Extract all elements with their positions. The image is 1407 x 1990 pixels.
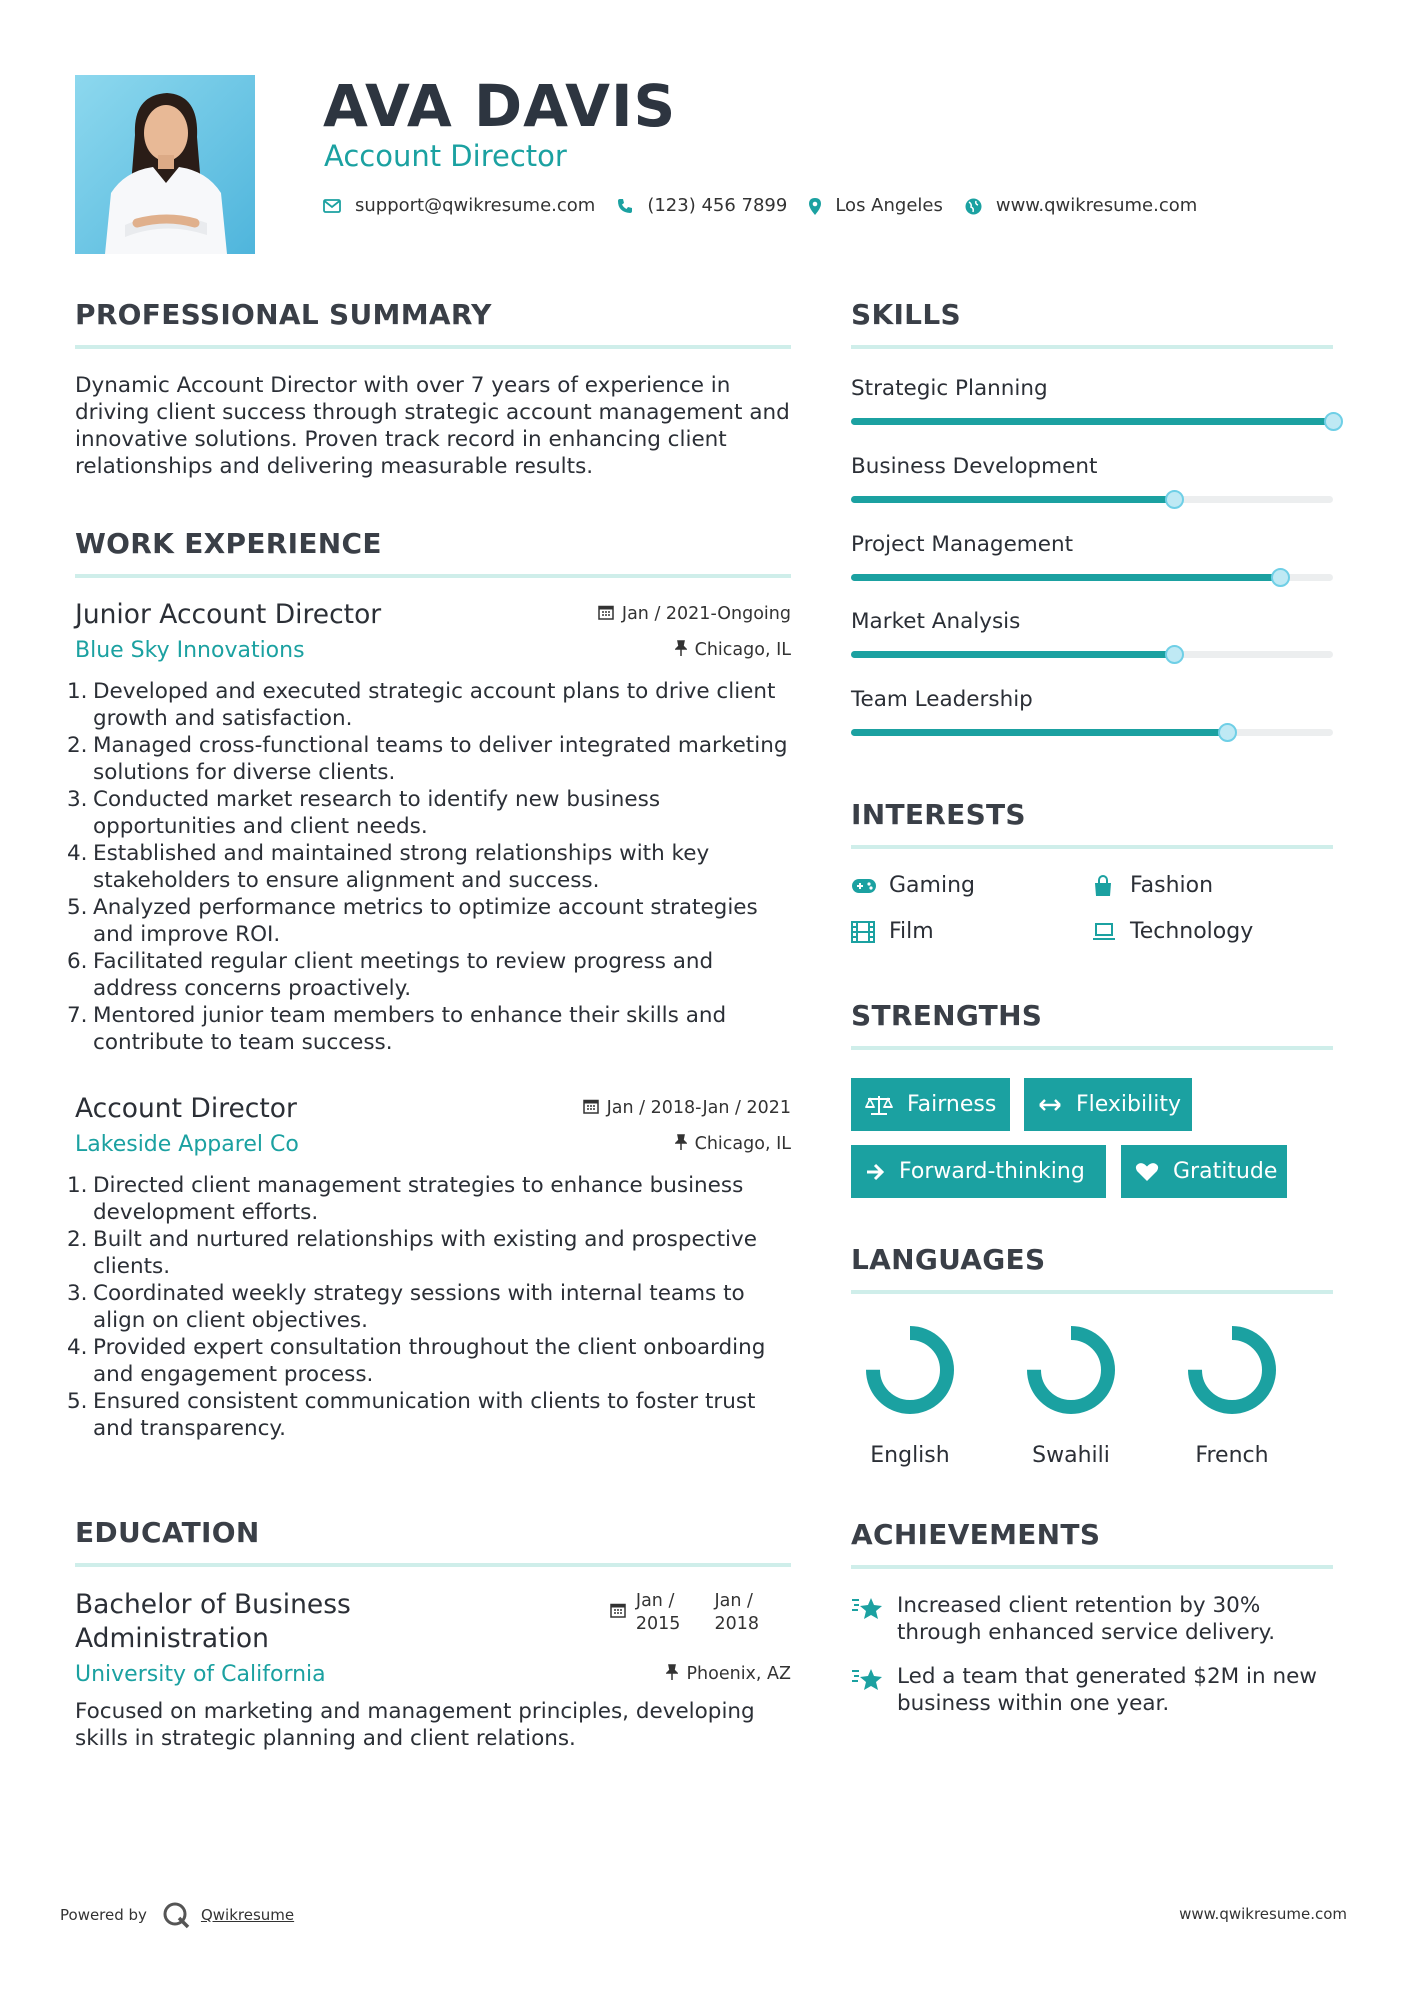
footer-powered-by — [60, 1900, 294, 1930]
job-entry — [67, 598, 791, 1056]
degree-line-2: Administration — [75, 1623, 269, 1654]
start-month: Jan / — [635, 1591, 675, 1611]
list-item: 2. Managed cross-functional teams to deliver integrated marketing solutions for diverse clients. — [67, 733, 788, 785]
start-year: 2015 — [635, 1614, 681, 1634]
language-ring — [1184, 1322, 1280, 1418]
list-item: 3. Conducted market research to identify new business opportunities and client needs. — [67, 787, 661, 839]
achievements-divider — [851, 1565, 1333, 1569]
skills-heading: SKILLS — [851, 298, 961, 331]
skill-item — [851, 375, 1333, 435]
education-description: Focused on marketing and management principles, developing skills in strategic planning and client relations. — [75, 1699, 755, 1751]
job-entry — [67, 1092, 791, 1442]
contact-phone: (123) 456 7899 — [647, 195, 788, 216]
interest-label: Fashion — [1130, 873, 1214, 898]
contact-email[interactable]: support@qwikresume.com — [355, 195, 596, 216]
list-item: 5. Analyzed performance metrics to optimize account strategies and improve ROI. — [67, 895, 758, 947]
skill-bar — [851, 574, 1333, 581]
strengths-heading: STRENGTHS — [851, 999, 1043, 1032]
skill-knob — [1218, 723, 1237, 742]
language-ring — [862, 1322, 958, 1418]
pin-icon — [675, 640, 687, 660]
skill-fill — [851, 574, 1280, 581]
laptop-icon — [1092, 923, 1130, 941]
candidate-title: Account Director — [324, 139, 567, 173]
skill-name: Strategic Planning — [851, 376, 1048, 401]
calendar-icon — [583, 1098, 599, 1118]
strength-badge — [1024, 1078, 1192, 1131]
interest-label: Gaming — [889, 873, 975, 898]
education-dates — [610, 1590, 759, 1636]
footer-website[interactable]: www.qwikresume.com — [1179, 1905, 1347, 1923]
film-icon — [851, 921, 889, 943]
brand-link[interactable]: Qwikresume — [200, 1906, 295, 1924]
list-item: 5. Ensured consistent communication with clients to foster trust and transparency. — [67, 1389, 756, 1441]
interests-divider — [851, 845, 1333, 849]
qwikresume-logo-icon — [161, 1900, 191, 1930]
education-location — [666, 1664, 791, 1684]
strength-badge — [851, 1078, 1010, 1131]
experience-divider — [75, 574, 791, 578]
skill-bar — [851, 496, 1333, 503]
profile-photo — [75, 75, 255, 254]
contact-website[interactable]: www.qwikresume.com — [995, 195, 1198, 216]
list-item: 6. Facilitated regular client meetings to review progress and address concerns proactively. — [67, 949, 714, 1001]
skill-knob — [1165, 490, 1184, 509]
calendar-icon — [598, 604, 614, 624]
experience-heading: WORK EXPERIENCE — [75, 527, 382, 560]
contact-bar — [323, 194, 1219, 218]
interest-item — [1092, 918, 1253, 946]
language-name: Swahili — [1032, 1443, 1110, 1468]
skill-item — [851, 608, 1333, 668]
arrows-horizontal-icon — [1038, 1098, 1062, 1112]
strength-label: Forward-thinking — [899, 1159, 1085, 1184]
end-year: 2018 — [714, 1614, 759, 1634]
shooting-star-icon — [851, 1663, 897, 1717]
skill-bar — [851, 418, 1333, 425]
job-bullets — [67, 678, 791, 1056]
interest-item — [851, 918, 934, 946]
achievement-text: Led a team that generated $2M in new business within one year. — [897, 1664, 1317, 1716]
interest-item — [1092, 872, 1213, 900]
skill-name: Market Analysis — [851, 609, 1021, 634]
pin-icon — [666, 1664, 678, 1684]
job-date — [583, 1098, 791, 1118]
job-title: Account Director — [75, 1093, 297, 1124]
interest-label: Film — [889, 919, 934, 944]
education-heading: EDUCATION — [75, 1516, 260, 1549]
phone-icon — [617, 198, 633, 214]
job-date — [598, 604, 791, 624]
achievement-text: Increased client retention by 30% through enhanced service delivery. — [897, 1593, 1276, 1645]
job-location-text: Chicago, IL — [694, 1134, 791, 1154]
interest-label: Technology — [1130, 919, 1254, 944]
email-icon — [323, 199, 341, 213]
heart-icon — [1135, 1162, 1159, 1182]
skill-item — [851, 686, 1333, 746]
language-name: French — [1195, 1443, 1269, 1468]
language-item — [1172, 1322, 1292, 1470]
list-item: 1. Directed client management strategies to enhance business development efforts. — [67, 1173, 744, 1225]
skill-bar — [851, 729, 1333, 736]
skill-fill — [851, 651, 1174, 658]
skills-divider — [851, 345, 1333, 349]
shooting-star-icon — [851, 1592, 897, 1646]
strength-badge — [1121, 1145, 1287, 1198]
achievement-item — [851, 1663, 1341, 1717]
skill-name: Business Development — [851, 454, 1098, 479]
skill-name: Project Management — [851, 532, 1074, 557]
language-item — [1011, 1322, 1131, 1470]
job-location-text: Chicago, IL — [694, 640, 791, 660]
education-divider — [75, 1563, 791, 1567]
list-item: 4. Provided expert consultation throughout the client onboarding and engagement process. — [67, 1335, 766, 1387]
person-portrait-icon — [75, 75, 255, 254]
skill-bar — [851, 651, 1333, 658]
job-bullets — [67, 1172, 791, 1442]
list-item: 1. Developed and executed strategic account plans to drive client growth and satisfaction. — [67, 679, 776, 731]
skill-knob — [1165, 645, 1184, 664]
candidate-name: AVA DAVIS — [323, 72, 677, 140]
skill-name: Team Leadership — [851, 687, 1033, 712]
education-location-text: Phoenix, AZ — [686, 1664, 791, 1684]
arrow-right-icon — [865, 1163, 885, 1181]
job-title: Junior Account Director — [75, 599, 382, 630]
school-name: University of California — [75, 1662, 326, 1687]
skill-fill — [851, 729, 1227, 736]
skill-knob — [1271, 568, 1290, 587]
end-month: Jan / — [714, 1591, 753, 1611]
strengths-divider — [851, 1046, 1333, 1050]
pin-icon — [675, 1134, 687, 1154]
skill-item — [851, 453, 1333, 513]
job-company: Lakeside Apparel Co — [75, 1132, 299, 1157]
language-ring — [1023, 1322, 1119, 1418]
list-item: 4. Established and maintained strong relationships with key stakeholders to ensure alignment and success. — [67, 841, 710, 893]
job-date-text: Jan / 2018-Jan / 2021 — [606, 1098, 791, 1118]
language-name: English — [870, 1443, 950, 1468]
languages-divider — [851, 1290, 1333, 1294]
job-location — [675, 1134, 791, 1154]
languages-heading: LANGUAGES — [851, 1243, 1046, 1276]
globe-icon — [965, 198, 982, 215]
list-item: 7. Mentored junior team members to enhance their skills and contribute to team success. — [67, 1003, 727, 1055]
strength-badge — [851, 1145, 1106, 1198]
job-location — [675, 640, 791, 660]
strength-label: Fairness — [907, 1092, 997, 1117]
balance-scale-icon — [865, 1094, 893, 1116]
skill-fill — [851, 496, 1174, 503]
job-company: Blue Sky Innovations — [75, 638, 305, 663]
list-item: 2. Built and nurtured relationships with existing and prospective clients. — [67, 1227, 757, 1279]
degree-line-1: Bachelor of Business — [75, 1589, 351, 1620]
job-date-text: Jan / 2021-Ongoing — [621, 604, 791, 624]
skill-item — [851, 531, 1333, 591]
shopping-bag-icon — [1092, 875, 1130, 897]
education-entry — [75, 1588, 791, 1752]
powered-by-label: Powered by — [60, 1906, 147, 1924]
summary-divider — [75, 345, 791, 349]
interest-item — [851, 872, 975, 900]
contact-location: Los Angeles — [835, 195, 943, 216]
achievements-heading: ACHIEVEMENTS — [851, 1518, 1101, 1551]
list-item: 3. Coordinated weekly strategy sessions with internal teams to align on client objectives. — [67, 1281, 745, 1333]
gamepad-icon — [851, 878, 889, 894]
interests-heading: INTERESTS — [851, 798, 1026, 831]
calendar-icon — [610, 1602, 626, 1636]
strength-label: Gratitude — [1173, 1159, 1278, 1184]
language-item — [850, 1322, 970, 1470]
strength-label: Flexibility — [1076, 1092, 1181, 1117]
achievement-item — [851, 1592, 1341, 1646]
skill-knob — [1324, 412, 1343, 431]
summary-text: Dynamic Account Director with over 7 years of experience in driving client success through strategic account management and innovative solutions. Proven track record in enhancing client relationships and delivering measurable results. — [75, 373, 790, 479]
map-marker-icon — [809, 198, 821, 215]
summary-heading: PROFESSIONAL SUMMARY — [75, 298, 492, 331]
skill-fill — [851, 418, 1333, 425]
